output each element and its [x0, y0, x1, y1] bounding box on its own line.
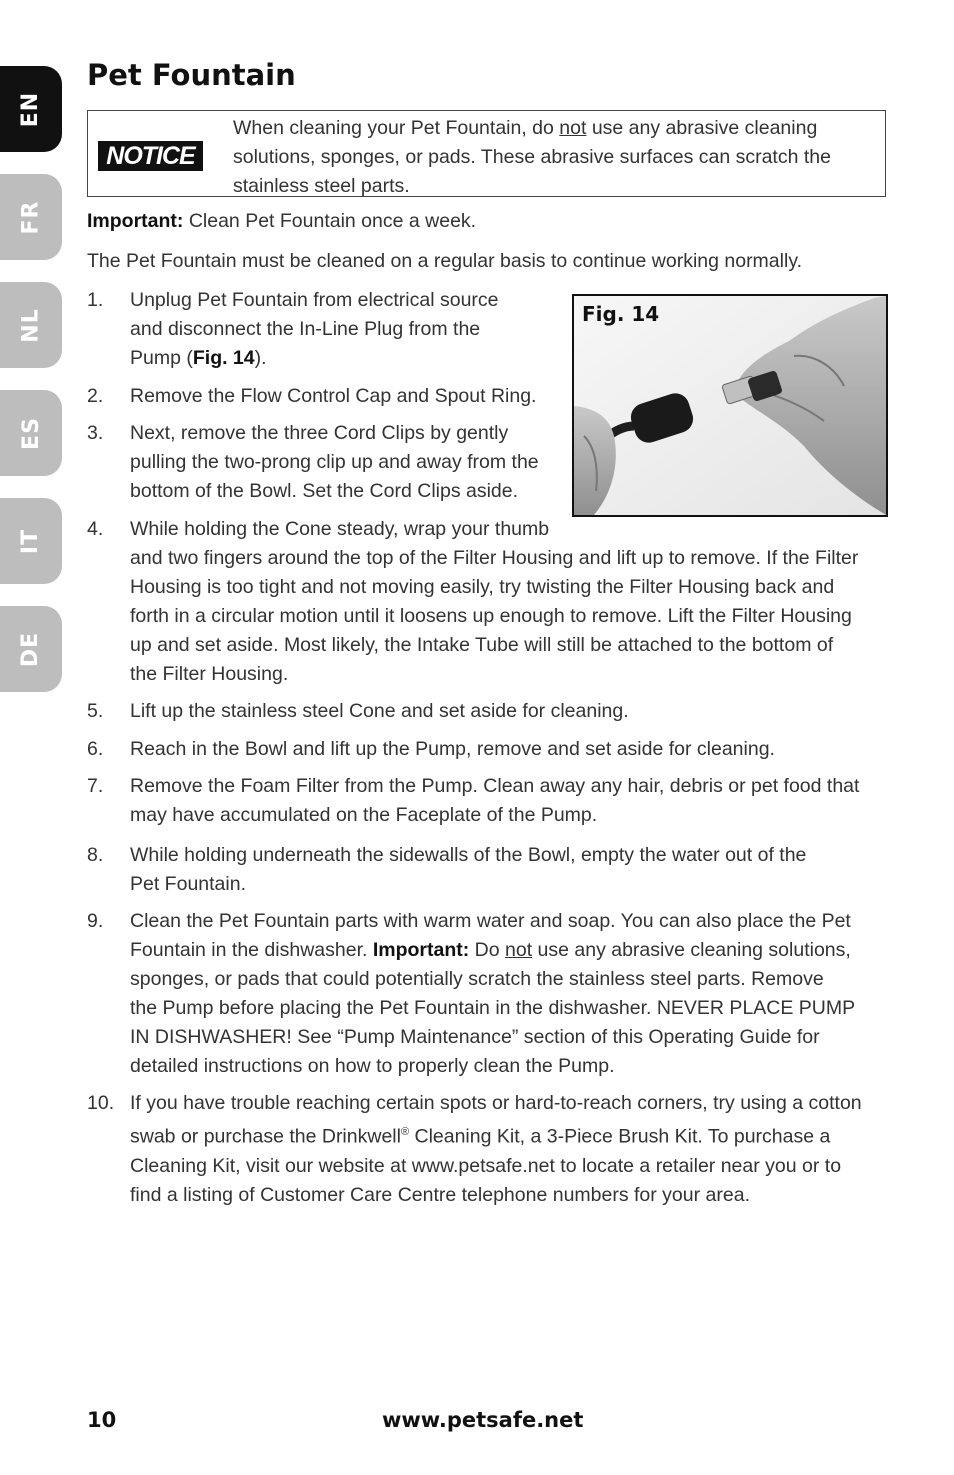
step-text: Lift up the stainless steel Cone and set aside for cleaning. [130, 700, 629, 722]
step-line: and two fingers around the top of the Filter Housing and lift up to remove. If the Filter [130, 547, 859, 569]
not-emphasis: not [505, 939, 533, 961]
figure-label: Fig. 14 [582, 302, 660, 326]
notice-badge: NOTICE [98, 141, 203, 171]
step-text [130, 286, 499, 373]
notice-box [87, 110, 886, 197]
step-text [130, 419, 539, 506]
step-line: may have accumulated on the Faceplate of the Pump. [130, 804, 598, 826]
step-line: bottom of the Bowl. Set the Cord Clips aside. [130, 480, 519, 502]
important-text: Clean Pet Fountain once a week. [183, 210, 477, 232]
step-line: the Filter Housing. [130, 663, 289, 685]
step-line: up and set aside. Most likely, the Intake Tube will still be attached to the bottom of [130, 634, 834, 656]
step-number: 10. [87, 1092, 115, 1114]
step-line: IN DISHWASHER! See “Pump Maintenance” section of this Operating Guide for [130, 1026, 820, 1048]
step-line: Clean the Pet Fountain parts with warm water and soap. You can also place the Pet [130, 910, 851, 932]
notice-line-1a: When cleaning your Pet Fountain, do [233, 117, 560, 139]
plug-photo-illustration [574, 296, 886, 515]
step-line: detailed instructions on how to properly clean the Pump. [130, 1055, 615, 1077]
footer-url[interactable]: www.petsafe.net [382, 1408, 584, 1432]
step-line: find a listing of Customer Care Centre telephone numbers for your area. [130, 1183, 750, 1206]
step-line: and disconnect the In-Line Plug from the [130, 318, 481, 340]
step-number: 6. [87, 738, 104, 760]
step-line: forth in a circular motion until it loosens up enough to remove. Lift the Filter Housing [130, 605, 852, 627]
step-line: pulling the two-prong clip up and away from the [130, 451, 539, 473]
step-line: While holding underneath the sidewalls of the Bowl, empty the water out of the [130, 844, 807, 866]
step-text [130, 772, 890, 830]
step-number: 2. [87, 385, 104, 407]
step-line: the Pump before placing the Pet Fountain in the dishwasher. NEVER PLACE PUMP [130, 997, 856, 1019]
step-line: Housing is too tight and not moving easily, try twisting the Filter Housing back and [130, 576, 835, 598]
step-number: 7. [87, 775, 104, 797]
notice-not: not [559, 117, 587, 139]
important-label: Important: [87, 210, 184, 232]
step-line: Next, remove the three Cord Clips by gently [130, 422, 509, 444]
lang-tab-label: DE [18, 631, 44, 667]
step-line: Fountain in the dishwasher. [130, 939, 373, 961]
page-number: 10 [87, 1408, 117, 1432]
step-text: Remove the Flow Control Cap and Spout Ring. [130, 385, 537, 407]
important-label: Important: [372, 939, 470, 961]
lang-tab-label: NL [18, 307, 44, 343]
lang-tab-nl[interactable] [0, 282, 62, 368]
step-text [130, 841, 890, 899]
intro-paragraph: The Pet Fountain must be cleaned on a regular basis to continue working normally. [87, 250, 803, 272]
step-number: 9. [87, 910, 104, 932]
notice-line-2: solutions, sponges, or pads. These abrasive surfaces can scratch the [233, 146, 831, 168]
step-line: swab or purchase the Drinkwell [130, 1125, 401, 1148]
step-line: use any abrasive cleaning solutions, [532, 939, 851, 961]
step-line: Pump ( [130, 347, 193, 369]
step-line: ). [254, 347, 267, 369]
fig-reference: Fig. 14 [192, 347, 255, 369]
step-line: Pet Fountain. [130, 873, 246, 895]
step-text: Reach in the Bowl and lift up the Pump, remove and set aside for cleaning. [130, 738, 775, 760]
notice-text [233, 114, 873, 201]
lang-tab-en[interactable] [0, 66, 62, 152]
lang-tab-label: FR [18, 200, 44, 234]
step-text [130, 515, 890, 689]
lang-tab-fr[interactable] [0, 174, 62, 260]
figure-14 [572, 294, 888, 517]
step-number: 8. [87, 844, 104, 866]
step-line: Cleaning Kit, visit our website at www.petsafe.net to locate a retailer near you or to [130, 1154, 842, 1177]
step-text [130, 907, 900, 1081]
step-line: Cleaning Kit, a 3-Piece Brush Kit. To purchase a [409, 1125, 831, 1148]
step-number: 3. [87, 422, 104, 444]
step-text [130, 1089, 910, 1210]
important-note [87, 207, 476, 236]
page-title: Pet Fountain [87, 58, 296, 92]
registered-mark: ® [400, 1126, 410, 1138]
notice-line-1b: use any abrasive cleaning [586, 117, 818, 139]
step-line: Unplug Pet Fountain from electrical source [130, 289, 499, 311]
lang-tab-de[interactable] [0, 606, 62, 692]
lang-tab-it[interactable] [0, 498, 62, 584]
step-line: While holding the Cone steady, wrap your thumb [130, 518, 550, 540]
lang-tab-label: EN [18, 91, 44, 127]
step-line: If you have trouble reaching certain spots or hard-to-reach corners, try using a cotton [130, 1092, 862, 1114]
notice-line-3: stainless steel parts. [233, 175, 410, 197]
step-number: 4. [87, 518, 104, 540]
step-line: sponges, or pads that could potentially scratch the stainless steel parts. Remove [130, 968, 824, 990]
step-number: 1. [87, 289, 104, 311]
step-line: Remove the Foam Filter from the Pump. Clean away any hair, debris or pet food that [130, 775, 860, 797]
lang-tab-label: ES [18, 416, 44, 450]
step-number: 5. [87, 700, 104, 722]
step-line: Do [469, 939, 505, 961]
lang-tab-label: IT [18, 528, 44, 554]
lang-tab-es[interactable] [0, 390, 62, 476]
